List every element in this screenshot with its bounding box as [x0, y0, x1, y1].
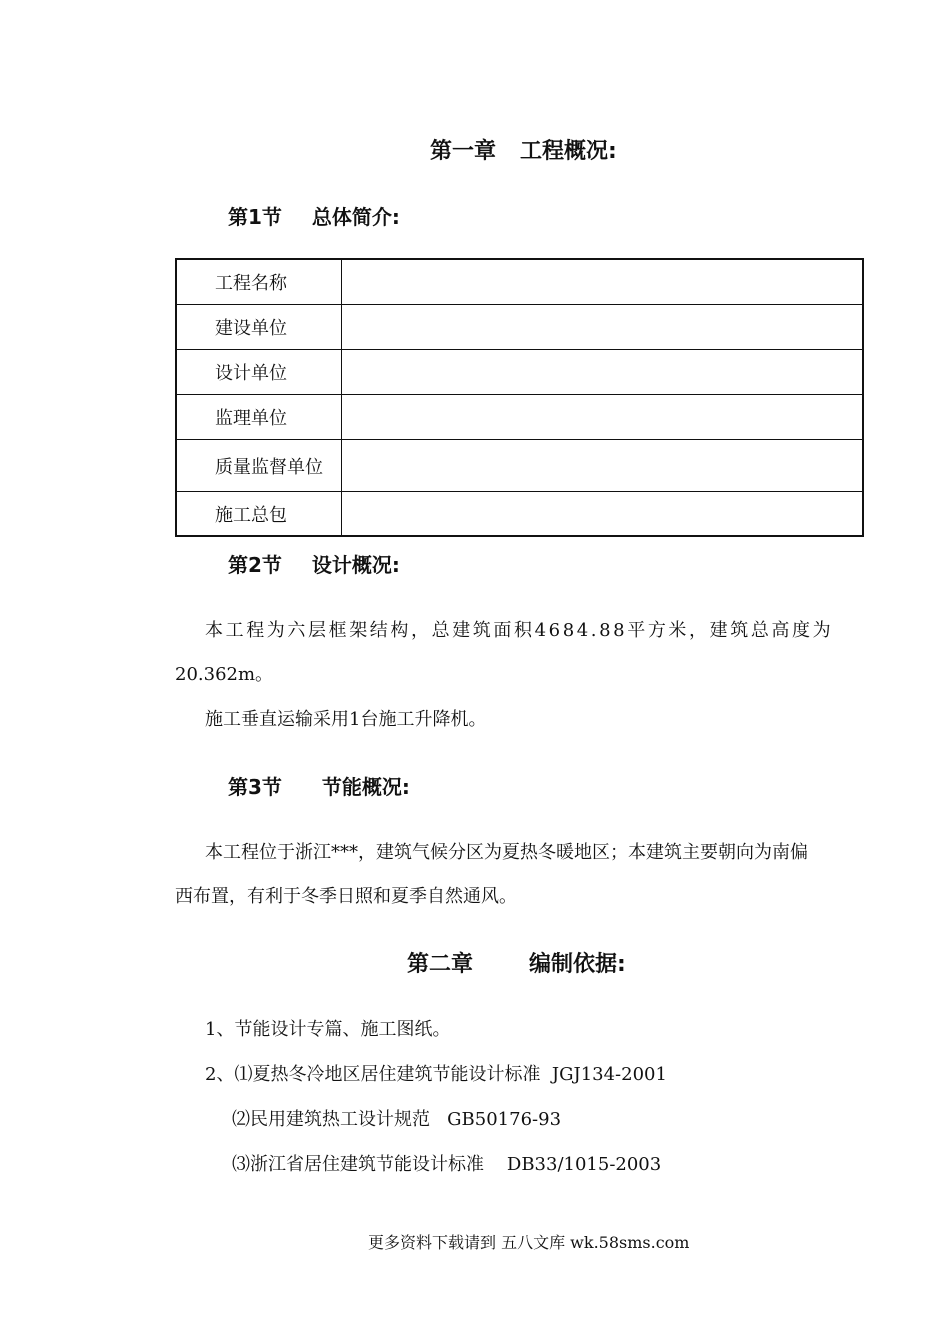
section-1-title: 总体简介: [311, 205, 400, 229]
basis-item-3: ⑵民用建筑热工设计规范 GB50176-93 [232, 1109, 562, 1130]
table-row [176, 350, 863, 395]
chapter-2-number: 第二章 [407, 952, 474, 977]
section-1-number: 第1节 [228, 205, 282, 229]
section-1-heading [228, 201, 400, 230]
table-value [341, 305, 863, 350]
section-2-number: 第2节 [228, 553, 282, 577]
table-row [176, 259, 863, 305]
table-value [341, 259, 863, 305]
table-value [341, 350, 863, 395]
section-3-title: 节能概况: [321, 775, 410, 799]
table-row [176, 395, 863, 440]
chapter-1-heading [430, 134, 617, 165]
basis-item-4: ⑶浙江省居住建筑节能设计标准 DB33/1015-2003 [232, 1154, 662, 1175]
project-info-table [175, 258, 864, 537]
table-row [176, 440, 863, 492]
table-value [341, 440, 863, 492]
section-2-title: 设计概况: [311, 553, 400, 577]
table-value [341, 395, 863, 440]
section-2-paragraph-1-line-2: 20.362m。 [175, 664, 274, 685]
chapter-1-number: 第一章 [430, 139, 497, 164]
table-label: 监理单位 [176, 395, 341, 440]
section-3-heading [228, 771, 410, 800]
section-3-number: 第3节 [228, 775, 282, 799]
chapter-2-heading [407, 947, 626, 978]
table-label: 施工总包 [176, 492, 341, 537]
chapter-1-title: 工程概况: [520, 139, 617, 164]
table-label: 工程名称 [176, 259, 341, 305]
section-2-heading [228, 549, 400, 578]
section-2-paragraph-2: 施工垂直运输采用1台施工升降机。 [205, 709, 487, 730]
basis-item-1: 1、节能设计专篇、施工图纸。 [205, 1019, 451, 1040]
table-value [341, 492, 863, 537]
table-row [176, 305, 863, 350]
section-3-paragraph-line-1: 本工程位于浙江***，建筑气候分区为夏热冬暖地区；本建筑主要朝向为南偏 [205, 842, 808, 863]
section-2-paragraph-1-line-1: 本工程为六层框架结构，总建筑面积4684.88平方米，建筑总高度为 [205, 620, 834, 641]
table-row [176, 492, 863, 537]
chapter-2-title: 编制依据: [529, 952, 626, 977]
footer-text: 更多资料下载请到 五八文库 wk.58sms.com [368, 1233, 690, 1252]
table-label: 质量监督单位 [176, 440, 341, 492]
table-label: 建设单位 [176, 305, 341, 350]
basis-item-2: 2、⑴夏热冬冷地区居住建筑节能设计标准 JGJ134-2001 [205, 1064, 667, 1085]
table-label: 设计单位 [176, 350, 341, 395]
section-3-paragraph-line-2: 西布置，有利于冬季日照和夏季自然通风。 [175, 886, 517, 907]
